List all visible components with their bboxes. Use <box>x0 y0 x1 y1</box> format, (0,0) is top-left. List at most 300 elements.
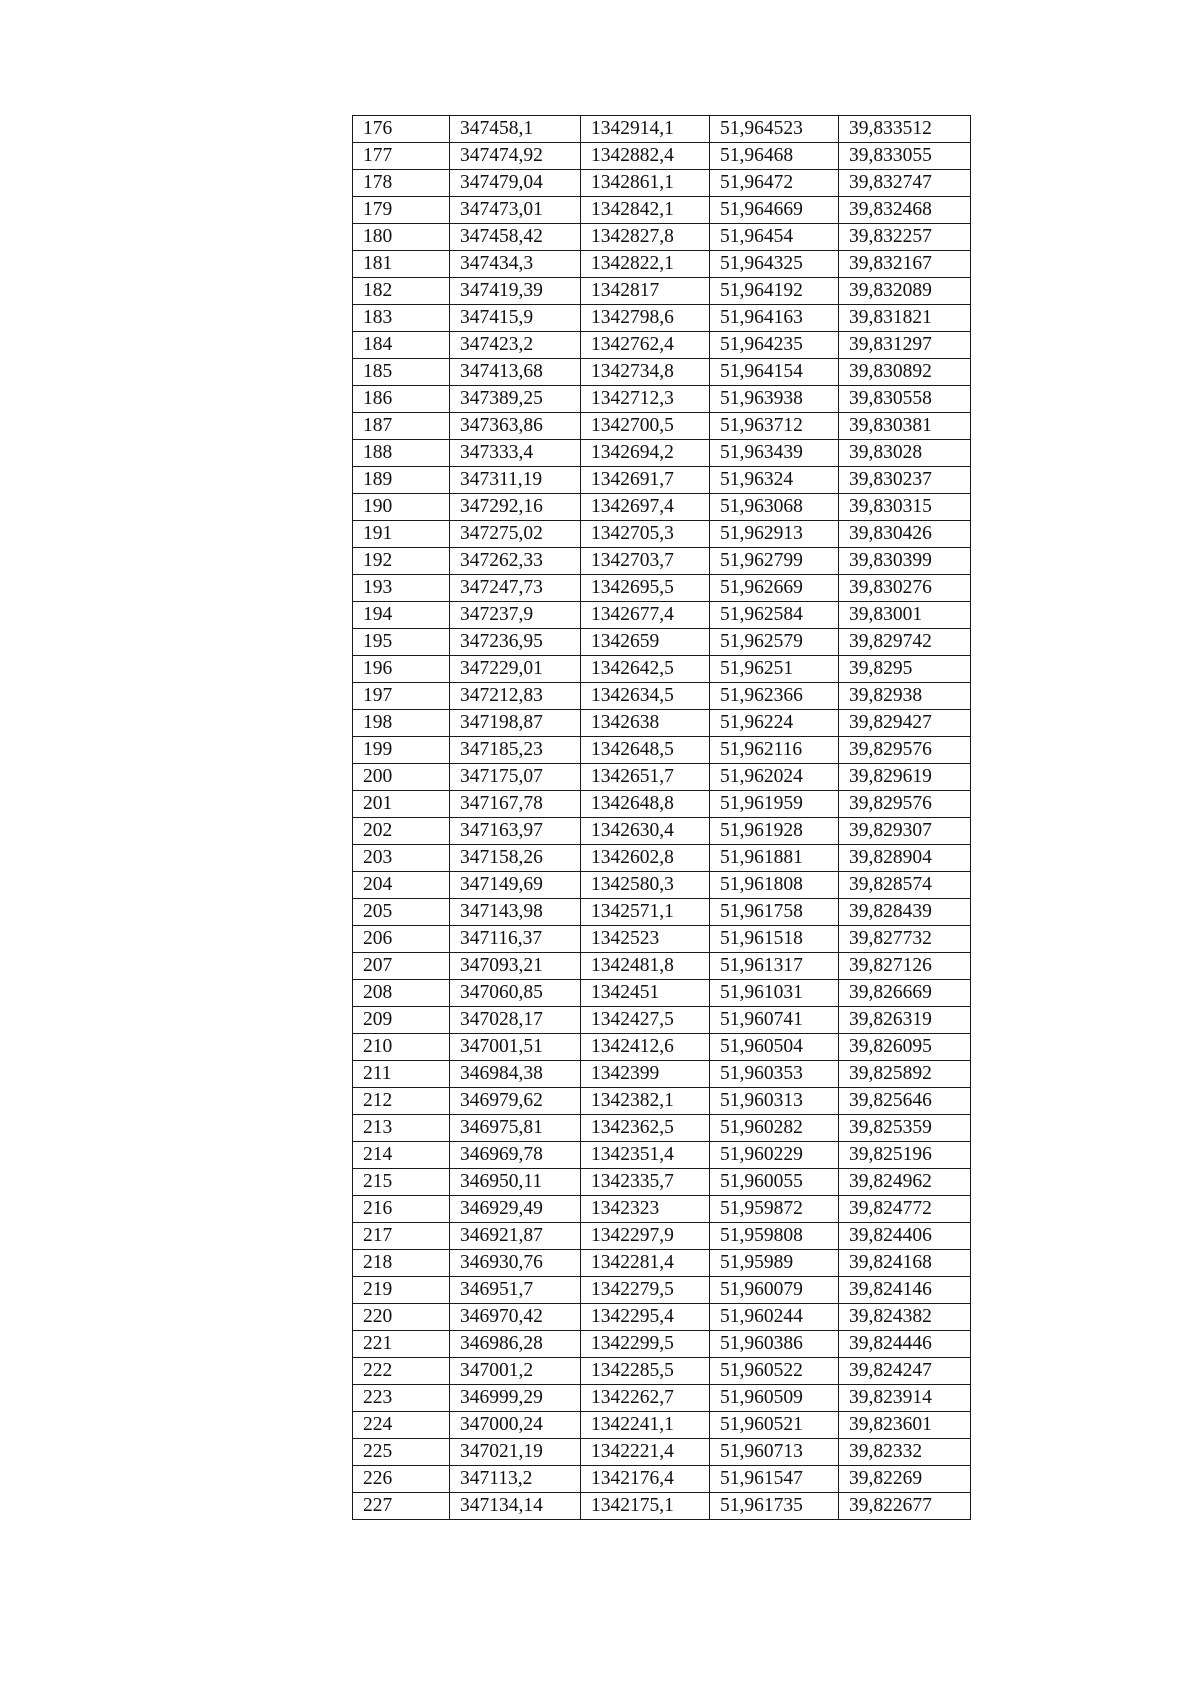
point-number-cell: 180 <box>353 224 450 251</box>
x-coordinate-cell: 346969,78 <box>450 1142 581 1169</box>
x-coordinate-cell: 347198,87 <box>450 710 581 737</box>
y-coordinate-cell: 1342648,8 <box>581 791 710 818</box>
y-coordinate-cell: 1342630,4 <box>581 818 710 845</box>
table-row <box>353 1034 971 1061</box>
longitude-cell: 39,82332 <box>839 1439 971 1466</box>
point-number-cell: 224 <box>353 1412 450 1439</box>
latitude-cell: 51,960522 <box>710 1358 839 1385</box>
latitude-cell: 51,96224 <box>710 710 839 737</box>
x-coordinate-cell: 347236,95 <box>450 629 581 656</box>
x-coordinate-cell: 346921,87 <box>450 1223 581 1250</box>
longitude-cell: 39,825892 <box>839 1061 971 1088</box>
longitude-cell: 39,824406 <box>839 1223 971 1250</box>
y-coordinate-cell: 1342580,3 <box>581 872 710 899</box>
table-row <box>353 953 971 980</box>
point-number-cell: 182 <box>353 278 450 305</box>
longitude-cell: 39,826669 <box>839 980 971 1007</box>
table-row <box>353 1358 971 1385</box>
longitude-cell: 39,824247 <box>839 1358 971 1385</box>
longitude-cell: 39,830315 <box>839 494 971 521</box>
point-number-cell: 186 <box>353 386 450 413</box>
point-number-cell: 177 <box>353 143 450 170</box>
x-coordinate-cell: 347158,26 <box>450 845 581 872</box>
point-number-cell: 225 <box>353 1439 450 1466</box>
latitude-cell: 51,96472 <box>710 170 839 197</box>
table-row <box>353 1385 971 1412</box>
table-row <box>353 1061 971 1088</box>
table-row <box>353 791 971 818</box>
x-coordinate-cell: 347185,23 <box>450 737 581 764</box>
latitude-cell: 51,960504 <box>710 1034 839 1061</box>
y-coordinate-cell: 1342798,6 <box>581 305 710 332</box>
y-coordinate-cell: 1342451 <box>581 980 710 1007</box>
y-coordinate-cell: 1342677,4 <box>581 602 710 629</box>
longitude-cell: 39,829742 <box>839 629 971 656</box>
latitude-cell: 51,960509 <box>710 1385 839 1412</box>
x-coordinate-cell: 347116,37 <box>450 926 581 953</box>
point-number-cell: 207 <box>353 953 450 980</box>
x-coordinate-cell: 347001,2 <box>450 1358 581 1385</box>
latitude-cell: 51,96454 <box>710 224 839 251</box>
latitude-cell: 51,961928 <box>710 818 839 845</box>
point-number-cell: 208 <box>353 980 450 1007</box>
coordinates-table-body <box>353 116 971 1520</box>
x-coordinate-cell: 347292,16 <box>450 494 581 521</box>
x-coordinate-cell: 347275,02 <box>450 521 581 548</box>
point-number-cell: 199 <box>353 737 450 764</box>
table-row <box>353 710 971 737</box>
x-coordinate-cell: 347113,2 <box>450 1466 581 1493</box>
point-number-cell: 220 <box>353 1304 450 1331</box>
latitude-cell: 51,963712 <box>710 413 839 440</box>
point-number-cell: 193 <box>353 575 450 602</box>
latitude-cell: 51,960521 <box>710 1412 839 1439</box>
longitude-cell: 39,829576 <box>839 791 971 818</box>
y-coordinate-cell: 1342323 <box>581 1196 710 1223</box>
x-coordinate-cell: 347473,01 <box>450 197 581 224</box>
table-row <box>353 602 971 629</box>
x-coordinate-cell: 346950,11 <box>450 1169 581 1196</box>
y-coordinate-cell: 1342651,7 <box>581 764 710 791</box>
x-coordinate-cell: 347311,19 <box>450 467 581 494</box>
point-number-cell: 179 <box>353 197 450 224</box>
latitude-cell: 51,960282 <box>710 1115 839 1142</box>
point-number-cell: 181 <box>353 251 450 278</box>
table-row <box>353 683 971 710</box>
latitude-cell: 51,963938 <box>710 386 839 413</box>
point-number-cell: 188 <box>353 440 450 467</box>
point-number-cell: 189 <box>353 467 450 494</box>
point-number-cell: 212 <box>353 1088 450 1115</box>
x-coordinate-cell: 346999,29 <box>450 1385 581 1412</box>
point-number-cell: 200 <box>353 764 450 791</box>
longitude-cell: 39,824446 <box>839 1331 971 1358</box>
x-coordinate-cell: 347229,01 <box>450 656 581 683</box>
coordinates-table <box>352 115 971 1520</box>
longitude-cell: 39,825359 <box>839 1115 971 1142</box>
y-coordinate-cell: 1342262,7 <box>581 1385 710 1412</box>
table-row <box>353 575 971 602</box>
table-row <box>353 170 971 197</box>
point-number-cell: 210 <box>353 1034 450 1061</box>
longitude-cell: 39,83028 <box>839 440 971 467</box>
y-coordinate-cell: 1342705,3 <box>581 521 710 548</box>
latitude-cell: 51,961881 <box>710 845 839 872</box>
x-coordinate-cell: 347093,21 <box>450 953 581 980</box>
latitude-cell: 51,963439 <box>710 440 839 467</box>
latitude-cell: 51,960386 <box>710 1331 839 1358</box>
table-row <box>353 251 971 278</box>
latitude-cell: 51,961317 <box>710 953 839 980</box>
point-number-cell: 176 <box>353 116 450 143</box>
x-coordinate-cell: 347175,07 <box>450 764 581 791</box>
y-coordinate-cell: 1342241,1 <box>581 1412 710 1439</box>
point-number-cell: 213 <box>353 1115 450 1142</box>
longitude-cell: 39,82938 <box>839 683 971 710</box>
longitude-cell: 39,83001 <box>839 602 971 629</box>
table-row <box>353 1115 971 1142</box>
latitude-cell: 51,961518 <box>710 926 839 953</box>
y-coordinate-cell: 1342399 <box>581 1061 710 1088</box>
table-row <box>353 143 971 170</box>
latitude-cell: 51,961959 <box>710 791 839 818</box>
point-number-cell: 218 <box>353 1250 450 1277</box>
x-coordinate-cell: 347474,92 <box>450 143 581 170</box>
y-coordinate-cell: 1342914,1 <box>581 116 710 143</box>
table-row <box>353 872 971 899</box>
longitude-cell: 39,832089 <box>839 278 971 305</box>
y-coordinate-cell: 1342299,5 <box>581 1331 710 1358</box>
point-number-cell: 198 <box>353 710 450 737</box>
longitude-cell: 39,833055 <box>839 143 971 170</box>
x-coordinate-cell: 346930,76 <box>450 1250 581 1277</box>
x-coordinate-cell: 347413,68 <box>450 359 581 386</box>
y-coordinate-cell: 1342295,4 <box>581 1304 710 1331</box>
y-coordinate-cell: 1342285,5 <box>581 1358 710 1385</box>
latitude-cell: 51,961735 <box>710 1493 839 1520</box>
latitude-cell: 51,964163 <box>710 305 839 332</box>
table-row <box>353 224 971 251</box>
table-row <box>353 1223 971 1250</box>
longitude-cell: 39,828904 <box>839 845 971 872</box>
latitude-cell: 51,960353 <box>710 1061 839 1088</box>
longitude-cell: 39,829619 <box>839 764 971 791</box>
latitude-cell: 51,962799 <box>710 548 839 575</box>
point-number-cell: 191 <box>353 521 450 548</box>
latitude-cell: 51,960229 <box>710 1142 839 1169</box>
point-number-cell: 216 <box>353 1196 450 1223</box>
point-number-cell: 211 <box>353 1061 450 1088</box>
longitude-cell: 39,830399 <box>839 548 971 575</box>
y-coordinate-cell: 1342842,1 <box>581 197 710 224</box>
longitude-cell: 39,824168 <box>839 1250 971 1277</box>
x-coordinate-cell: 347479,04 <box>450 170 581 197</box>
point-number-cell: 226 <box>353 1466 450 1493</box>
table-row <box>353 629 971 656</box>
longitude-cell: 39,82269 <box>839 1466 971 1493</box>
y-coordinate-cell: 1342694,2 <box>581 440 710 467</box>
latitude-cell: 51,962024 <box>710 764 839 791</box>
x-coordinate-cell: 347419,39 <box>450 278 581 305</box>
table-row <box>353 1493 971 1520</box>
y-coordinate-cell: 1342176,4 <box>581 1466 710 1493</box>
point-number-cell: 195 <box>353 629 450 656</box>
table-row <box>353 656 971 683</box>
longitude-cell: 39,832468 <box>839 197 971 224</box>
x-coordinate-cell: 346951,7 <box>450 1277 581 1304</box>
latitude-cell: 51,961031 <box>710 980 839 1007</box>
y-coordinate-cell: 1342571,1 <box>581 899 710 926</box>
x-coordinate-cell: 347163,97 <box>450 818 581 845</box>
x-coordinate-cell: 347021,19 <box>450 1439 581 1466</box>
latitude-cell: 51,960055 <box>710 1169 839 1196</box>
point-number-cell: 201 <box>353 791 450 818</box>
table-row <box>353 278 971 305</box>
y-coordinate-cell: 1342412,6 <box>581 1034 710 1061</box>
table-row <box>353 440 971 467</box>
y-coordinate-cell: 1342335,7 <box>581 1169 710 1196</box>
x-coordinate-cell: 346929,49 <box>450 1196 581 1223</box>
longitude-cell: 39,824962 <box>839 1169 971 1196</box>
y-coordinate-cell: 1342703,7 <box>581 548 710 575</box>
y-coordinate-cell: 1342279,5 <box>581 1277 710 1304</box>
y-coordinate-cell: 1342221,4 <box>581 1439 710 1466</box>
x-coordinate-cell: 347167,78 <box>450 791 581 818</box>
table-row <box>353 1088 971 1115</box>
x-coordinate-cell: 347262,33 <box>450 548 581 575</box>
y-coordinate-cell: 1342362,5 <box>581 1115 710 1142</box>
table-row <box>353 521 971 548</box>
latitude-cell: 51,960079 <box>710 1277 839 1304</box>
y-coordinate-cell: 1342762,4 <box>581 332 710 359</box>
latitude-cell: 51,96468 <box>710 143 839 170</box>
latitude-cell: 51,960313 <box>710 1088 839 1115</box>
longitude-cell: 39,833512 <box>839 116 971 143</box>
longitude-cell: 39,830892 <box>839 359 971 386</box>
longitude-cell: 39,825646 <box>839 1088 971 1115</box>
longitude-cell: 39,827126 <box>839 953 971 980</box>
table-row <box>353 1169 971 1196</box>
table-row <box>353 1331 971 1358</box>
y-coordinate-cell: 1342822,1 <box>581 251 710 278</box>
point-number-cell: 196 <box>353 656 450 683</box>
table-row <box>353 899 971 926</box>
x-coordinate-cell: 346970,42 <box>450 1304 581 1331</box>
y-coordinate-cell: 1342648,5 <box>581 737 710 764</box>
table-row <box>353 1142 971 1169</box>
point-number-cell: 215 <box>353 1169 450 1196</box>
table-row <box>353 1277 971 1304</box>
longitude-cell: 39,827732 <box>839 926 971 953</box>
table-row <box>353 197 971 224</box>
latitude-cell: 51,959808 <box>710 1223 839 1250</box>
longitude-cell: 39,823914 <box>839 1385 971 1412</box>
latitude-cell: 51,962913 <box>710 521 839 548</box>
table-row <box>353 1439 971 1466</box>
point-number-cell: 221 <box>353 1331 450 1358</box>
x-coordinate-cell: 347212,83 <box>450 683 581 710</box>
table-row <box>353 1412 971 1439</box>
point-number-cell: 178 <box>353 170 450 197</box>
longitude-cell: 39,830237 <box>839 467 971 494</box>
y-coordinate-cell: 1342602,8 <box>581 845 710 872</box>
x-coordinate-cell: 346984,38 <box>450 1061 581 1088</box>
point-number-cell: 219 <box>353 1277 450 1304</box>
y-coordinate-cell: 1342691,7 <box>581 467 710 494</box>
longitude-cell: 39,828439 <box>839 899 971 926</box>
longitude-cell: 39,8295 <box>839 656 971 683</box>
x-coordinate-cell: 347000,24 <box>450 1412 581 1439</box>
y-coordinate-cell: 1342638 <box>581 710 710 737</box>
point-number-cell: 205 <box>353 899 450 926</box>
longitude-cell: 39,832257 <box>839 224 971 251</box>
longitude-cell: 39,826095 <box>839 1034 971 1061</box>
point-number-cell: 217 <box>353 1223 450 1250</box>
x-coordinate-cell: 347060,85 <box>450 980 581 1007</box>
y-coordinate-cell: 1342481,8 <box>581 953 710 980</box>
point-number-cell: 183 <box>353 305 450 332</box>
table-row <box>353 737 971 764</box>
longitude-cell: 39,830381 <box>839 413 971 440</box>
longitude-cell: 39,829427 <box>839 710 971 737</box>
x-coordinate-cell: 347333,4 <box>450 440 581 467</box>
longitude-cell: 39,826319 <box>839 1007 971 1034</box>
x-coordinate-cell: 347143,98 <box>450 899 581 926</box>
latitude-cell: 51,962116 <box>710 737 839 764</box>
longitude-cell: 39,823601 <box>839 1412 971 1439</box>
x-coordinate-cell: 347134,14 <box>450 1493 581 1520</box>
y-coordinate-cell: 1342659 <box>581 629 710 656</box>
x-coordinate-cell: 346975,81 <box>450 1115 581 1142</box>
point-number-cell: 203 <box>353 845 450 872</box>
y-coordinate-cell: 1342817 <box>581 278 710 305</box>
y-coordinate-cell: 1342734,8 <box>581 359 710 386</box>
latitude-cell: 51,964523 <box>710 116 839 143</box>
table-row <box>353 845 971 872</box>
longitude-cell: 39,824146 <box>839 1277 971 1304</box>
y-coordinate-cell: 1342634,5 <box>581 683 710 710</box>
table-row <box>353 467 971 494</box>
point-number-cell: 197 <box>353 683 450 710</box>
y-coordinate-cell: 1342297,9 <box>581 1223 710 1250</box>
y-coordinate-cell: 1342382,1 <box>581 1088 710 1115</box>
x-coordinate-cell: 346986,28 <box>450 1331 581 1358</box>
x-coordinate-cell: 347458,1 <box>450 116 581 143</box>
table-row <box>353 1250 971 1277</box>
table-row <box>353 116 971 143</box>
table-row <box>353 386 971 413</box>
y-coordinate-cell: 1342523 <box>581 926 710 953</box>
longitude-cell: 39,829576 <box>839 737 971 764</box>
y-coordinate-cell: 1342427,5 <box>581 1007 710 1034</box>
longitude-cell: 39,828574 <box>839 872 971 899</box>
table-row <box>353 359 971 386</box>
table-row <box>353 305 971 332</box>
latitude-cell: 51,964235 <box>710 332 839 359</box>
latitude-cell: 51,962584 <box>710 602 839 629</box>
point-number-cell: 214 <box>353 1142 450 1169</box>
latitude-cell: 51,959872 <box>710 1196 839 1223</box>
latitude-cell: 51,964154 <box>710 359 839 386</box>
point-number-cell: 227 <box>353 1493 450 1520</box>
y-coordinate-cell: 1342175,1 <box>581 1493 710 1520</box>
y-coordinate-cell: 1342827,8 <box>581 224 710 251</box>
longitude-cell: 39,822677 <box>839 1493 971 1520</box>
longitude-cell: 39,830426 <box>839 521 971 548</box>
longitude-cell: 39,831297 <box>839 332 971 359</box>
table-row <box>353 1196 971 1223</box>
latitude-cell: 51,960713 <box>710 1439 839 1466</box>
x-coordinate-cell: 347434,3 <box>450 251 581 278</box>
longitude-cell: 39,831821 <box>839 305 971 332</box>
latitude-cell: 51,964192 <box>710 278 839 305</box>
point-number-cell: 223 <box>353 1385 450 1412</box>
latitude-cell: 51,962366 <box>710 683 839 710</box>
x-coordinate-cell: 347423,2 <box>450 332 581 359</box>
longitude-cell: 39,832167 <box>839 251 971 278</box>
latitude-cell: 51,962579 <box>710 629 839 656</box>
longitude-cell: 39,832747 <box>839 170 971 197</box>
latitude-cell: 51,961758 <box>710 899 839 926</box>
point-number-cell: 204 <box>353 872 450 899</box>
latitude-cell: 51,962669 <box>710 575 839 602</box>
y-coordinate-cell: 1342700,5 <box>581 413 710 440</box>
table-row <box>353 818 971 845</box>
table-row <box>353 1466 971 1493</box>
table-row <box>353 926 971 953</box>
x-coordinate-cell: 347028,17 <box>450 1007 581 1034</box>
longitude-cell: 39,829307 <box>839 818 971 845</box>
longitude-cell: 39,830558 <box>839 386 971 413</box>
point-number-cell: 194 <box>353 602 450 629</box>
latitude-cell: 51,95989 <box>710 1250 839 1277</box>
point-number-cell: 184 <box>353 332 450 359</box>
y-coordinate-cell: 1342642,5 <box>581 656 710 683</box>
table-row <box>353 548 971 575</box>
latitude-cell: 51,961808 <box>710 872 839 899</box>
latitude-cell: 51,964669 <box>710 197 839 224</box>
point-number-cell: 206 <box>353 926 450 953</box>
latitude-cell: 51,961547 <box>710 1466 839 1493</box>
longitude-cell: 39,825196 <box>839 1142 971 1169</box>
latitude-cell: 51,960244 <box>710 1304 839 1331</box>
x-coordinate-cell: 347149,69 <box>450 872 581 899</box>
table-row <box>353 494 971 521</box>
x-coordinate-cell: 347237,9 <box>450 602 581 629</box>
point-number-cell: 192 <box>353 548 450 575</box>
x-coordinate-cell: 347363,86 <box>450 413 581 440</box>
x-coordinate-cell: 346979,62 <box>450 1088 581 1115</box>
x-coordinate-cell: 347458,42 <box>450 224 581 251</box>
table-row <box>353 332 971 359</box>
latitude-cell: 51,96324 <box>710 467 839 494</box>
point-number-cell: 190 <box>353 494 450 521</box>
table-row <box>353 980 971 1007</box>
x-coordinate-cell: 347389,25 <box>450 386 581 413</box>
table-row <box>353 1007 971 1034</box>
latitude-cell: 51,963068 <box>710 494 839 521</box>
point-number-cell: 209 <box>353 1007 450 1034</box>
point-number-cell: 185 <box>353 359 450 386</box>
y-coordinate-cell: 1342695,5 <box>581 575 710 602</box>
table-row <box>353 1304 971 1331</box>
y-coordinate-cell: 1342861,1 <box>581 170 710 197</box>
point-number-cell: 202 <box>353 818 450 845</box>
longitude-cell: 39,824772 <box>839 1196 971 1223</box>
table-row <box>353 413 971 440</box>
longitude-cell: 39,824382 <box>839 1304 971 1331</box>
y-coordinate-cell: 1342712,3 <box>581 386 710 413</box>
